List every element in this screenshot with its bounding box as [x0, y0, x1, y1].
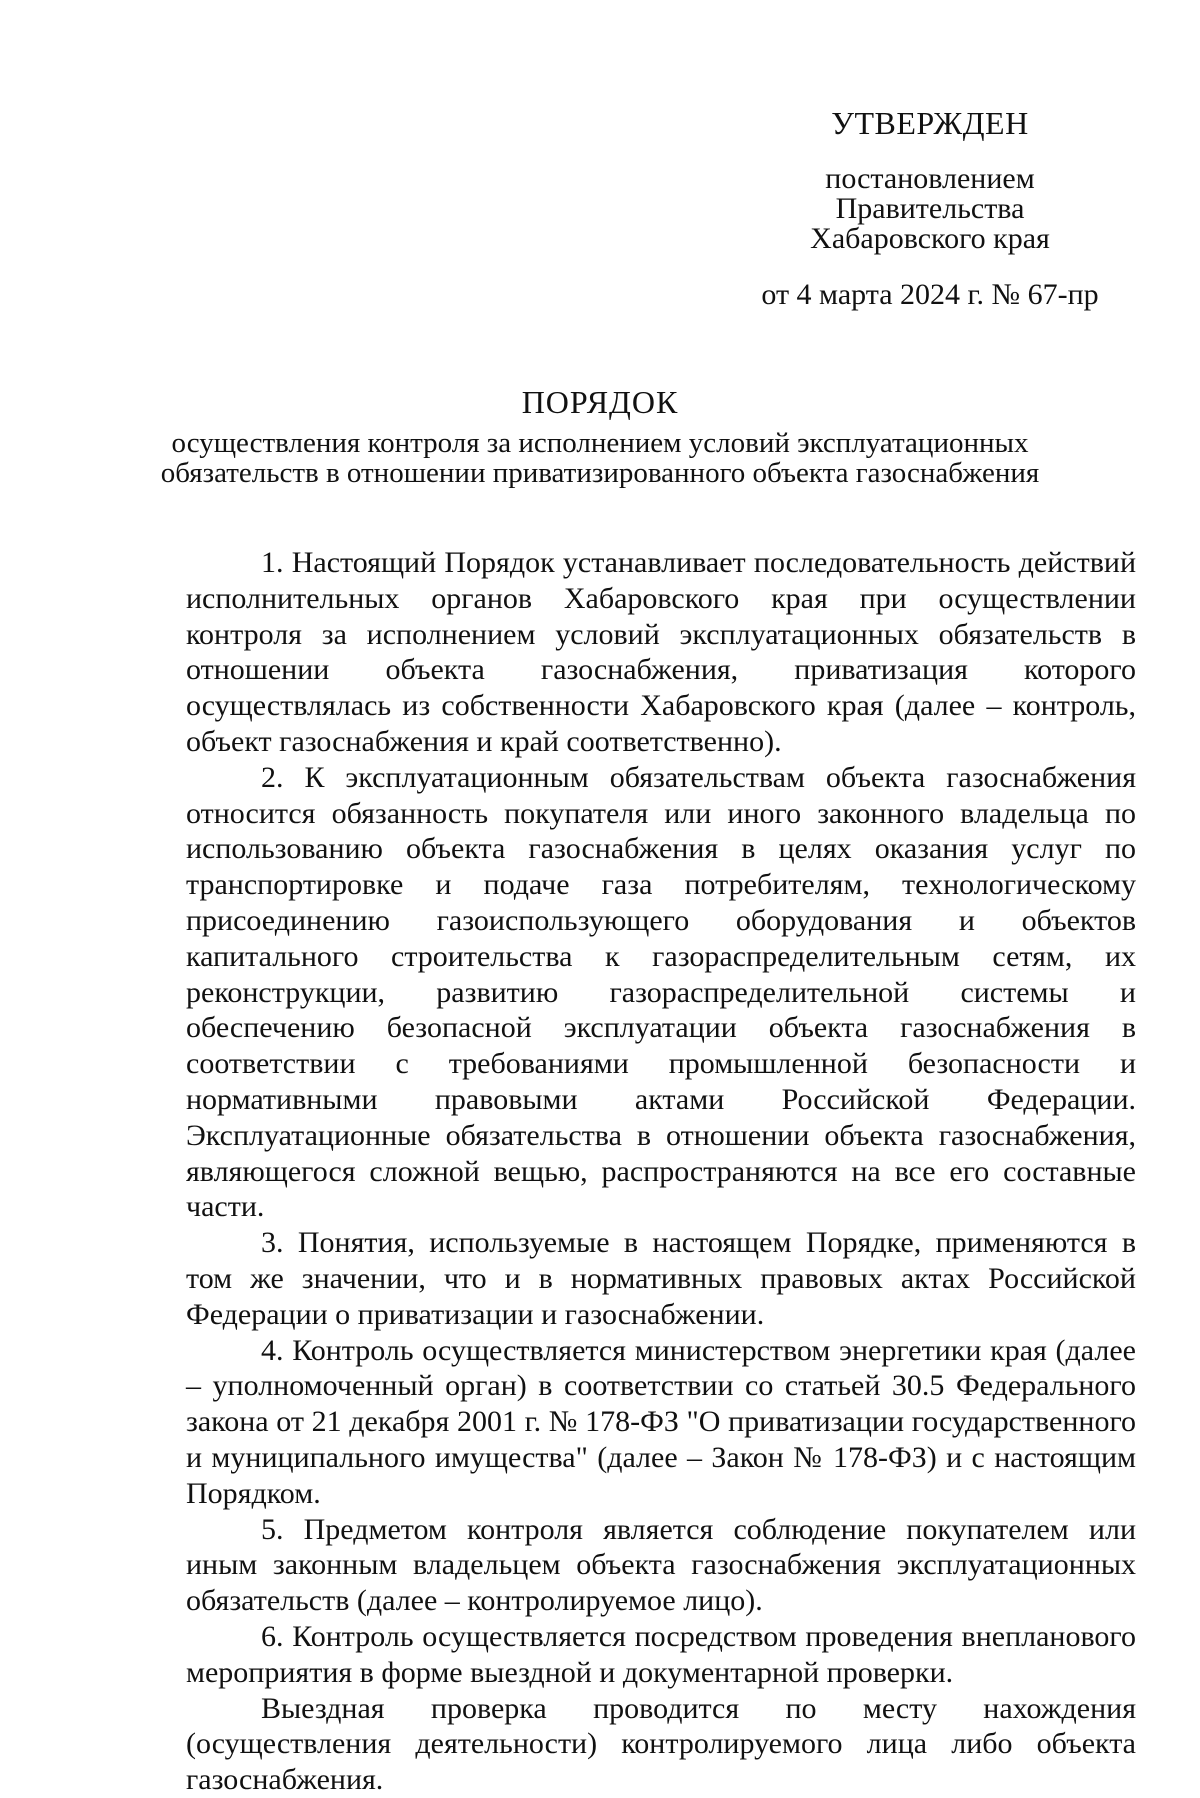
approved-heading: УТВЕРЖДЕН — [831, 105, 1029, 141]
paragraph-2: 2. К эксплуатационным обязательствам объекта газоснабжения относится обязанность покупателя или иного законного владельца по использованию объекта газоснабжения в целях оказания услуг по транспортировке и подаче газа потребителям, технологическому присоединению газоиспользующего оборудования и объектов капитального строительства к газораспределительным сетям, их реконструкции, развитию газораспределительной системы и обеспечению безопасной эксплуатации объекта газоснабжения в соответствии с требованиями промышленной безопасности и нормативными правовыми актами Российской Федерации. Эксплуатационные обязательства в отношении объекта газоснабжения, являющегося сложной вещью, распространяются на все его составные части. — [186, 760, 1136, 1224]
paragraph-7: Выездная проверка проводится по месту нахождения (осуществления деятельности) контролируемого лица либо объекта газоснабжения. — [186, 1691, 1136, 1797]
paragraph-3: 3. Понятия, используемые в настоящем Порядке, применяются в том же значении, что и в нормативных правовых актах Российской Федерации о приватизации и газоснабжении. — [186, 1226, 1136, 1331]
approval-line-2: Правительства — [835, 192, 1025, 225]
subtitle-line-1: осуществления контроля за исполнением условий эксплуатационных — [171, 427, 1029, 459]
approval-stamp — [740, 105, 1120, 311]
approval-line-1: постановлением — [825, 162, 1035, 195]
paragraph-5: 5. Предметом контроля является соблюдение покупателем или иным законным владельцем объекта газоснабжения эксплуатационных обязательств (далее – контролируемое лицо). — [186, 1512, 1136, 1618]
document-subtitle — [150, 428, 1050, 488]
paragraph-1: 1. Настоящий Порядок устанавливает последовательность действий исполнительных органов Хабаровского края при осуществлении контроля за исполнением условий эксплуатационных обязательств в отношении объекта газоснабжения, приватизация которого осуществлялась из собственности Хабаровского края (далее – контроль, объект газоснабжения и край соответственно). — [186, 546, 1136, 758]
subtitle-line-2: обязательств в отношении приватизированного объекта газоснабжения — [160, 457, 1040, 489]
document-body — [186, 545, 1136, 1798]
document-title: ПОРЯДОК — [521, 384, 679, 420]
paragraph-4: 4. Контроль осуществляется министерством энергетики края (далее – уполномоченный орган) в соответствии со статьей 30.5 Федерального закона от 21 декабря 2001 г. № 178-ФЗ "О приватизации государственного и муниципального имущества" (далее – Закон № 178-ФЗ) и с настоящим Порядком. — [186, 1333, 1136, 1510]
approval-date: от 4 марта 2024 г. № 67-пр — [761, 278, 1099, 311]
approval-line-3: Хабаровского края — [810, 222, 1050, 255]
paragraph-6: 6. Контроль осуществляется посредством проведения внепланового мероприятия в форме выездной и документарной проверки. — [186, 1619, 1136, 1689]
